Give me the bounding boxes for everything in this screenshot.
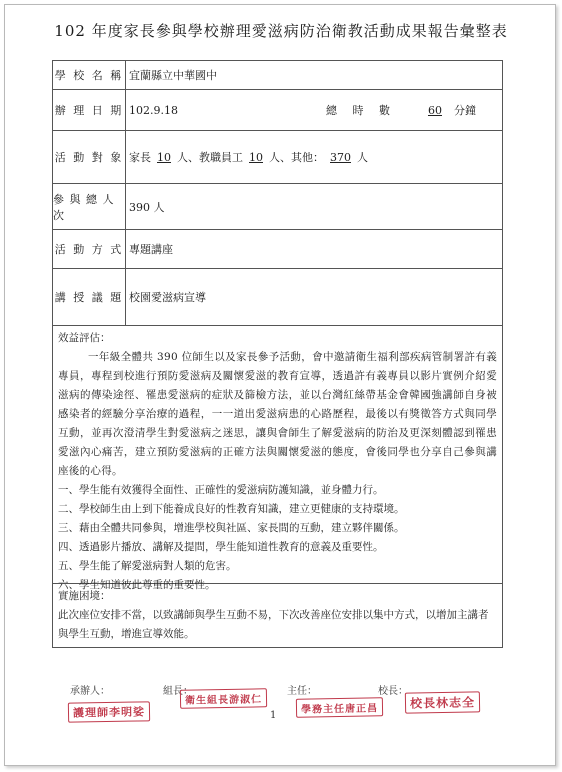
total-participants-label: 參 與 總 人次 xyxy=(53,184,126,229)
evaluation-item: 五、學生能了解愛滋病對人類的危害。 xyxy=(58,560,237,572)
evaluation-item: 三、藉由全體共同參與，增進學校與社區、家長間的互動，建立夥伴關係。 xyxy=(58,522,405,534)
topic-row xyxy=(53,269,502,326)
date-row xyxy=(53,90,502,131)
method-label: 活 動 方 式 xyxy=(53,230,126,268)
total-hours-unit: 分鐘 xyxy=(453,104,476,117)
leader-seal: 衛生組長游淑仁 xyxy=(180,688,267,709)
page-number: 1 xyxy=(270,710,277,721)
evaluation-item: 六、學生知道彼此尊重的重要性。 xyxy=(58,579,216,591)
target-cell xyxy=(126,131,502,183)
organizer-seal: 護理師李明娑 xyxy=(68,701,150,722)
method-row xyxy=(53,230,502,269)
date-label: 辦 理 日 期 xyxy=(53,90,126,130)
parents-count: 10 xyxy=(157,150,171,164)
other-suffix: 人 xyxy=(357,151,368,164)
target-row xyxy=(53,131,502,184)
document-title: 102 年度家長參與學校辦理愛滋病防治衛教活動成果報告彙整表 xyxy=(54,22,508,40)
target-label: 活 動 對 象 xyxy=(53,131,126,183)
total-participants-value: 390 人 xyxy=(129,200,165,214)
parents-suffix: 人、教職員工 xyxy=(177,151,243,164)
total-hours-value: 60 xyxy=(427,103,442,117)
director-label: 主任： xyxy=(287,686,317,697)
school-name-label: 學 校 名 稱 xyxy=(53,61,126,89)
principal-label: 校長： xyxy=(378,686,408,697)
total-participants-row xyxy=(53,184,502,230)
other-count: 370 xyxy=(330,150,351,164)
difficulties-text: 此次座位安排不當，以致講師與學生互動不易，下次改善座位安排以集中方式，以增加主講者與學生互動，增進宣導效能。 xyxy=(58,609,489,640)
evaluation-item: 四、透過影片播放、講解及提問，學生能知道性教育的意義及重要性。 xyxy=(58,541,384,553)
principal-seal: 校長林志全 xyxy=(405,691,480,713)
evaluation-item: 二、學校師生由上到下能養成良好的性教育知識，建立更健康的支持環境。 xyxy=(58,503,405,515)
evaluation-items xyxy=(58,481,497,595)
date-cell xyxy=(126,90,502,130)
date-value: 102.9.18 xyxy=(129,103,178,117)
report-form-table xyxy=(52,60,503,648)
leader-label: 組長： xyxy=(163,686,193,697)
evaluation-heading: 效益評估： xyxy=(58,332,111,344)
evaluation-section xyxy=(53,326,502,591)
evaluation-item: 一、學生能有效獲得全面性、正確性的愛滋病防護知識，並身體力行。 xyxy=(58,484,384,496)
evaluation-paragraph: 一年級全體共 390 位師生以及家長參予活動，會中邀請衛生福利部疾病管制署許有義專員，專程到校進行預防愛滋病及關懷愛滋的教育宣導，透過許有義專員以影片實例介紹愛滋病的傳染途徑、罹患愛滋病的症狀及篩檢方法，並以台灣紅絲帶基金會韓國強講師自身被感染者的經驗分享治療的過程，一一道出愛滋病患的心路歷程，最後以有獎徵答方式與同學互動，並再次澄清學生對愛滋病之迷思，讓與會師生了解愛滋病的防治及更深刻體認到罹患愛滋內心痛苦，建立預防愛滋病的正確方法與關懷愛滋的態度，會後同學也分享自己參與講座後的心得。 xyxy=(58,351,497,477)
total-hours-label: 總 時 數 xyxy=(325,104,396,117)
school-name-row xyxy=(53,61,502,90)
director-seal: 學務主任唐正昌 xyxy=(296,697,383,718)
staff-suffix: 人、其他： xyxy=(269,151,324,164)
method-value: 專題講座 xyxy=(129,243,173,256)
parents-prefix: 家長 xyxy=(129,151,151,164)
school-name-value: 宜蘭縣立中華國中 xyxy=(129,69,217,82)
topic-label: 講 授 議 題 xyxy=(53,269,126,325)
topic-value: 校園愛滋病宣導 xyxy=(129,291,206,304)
organizer-label: 承辦人： xyxy=(70,686,110,697)
difficulties-heading: 實施困境： xyxy=(58,590,111,602)
staff-count: 10 xyxy=(249,150,263,164)
signature-area xyxy=(0,682,562,722)
